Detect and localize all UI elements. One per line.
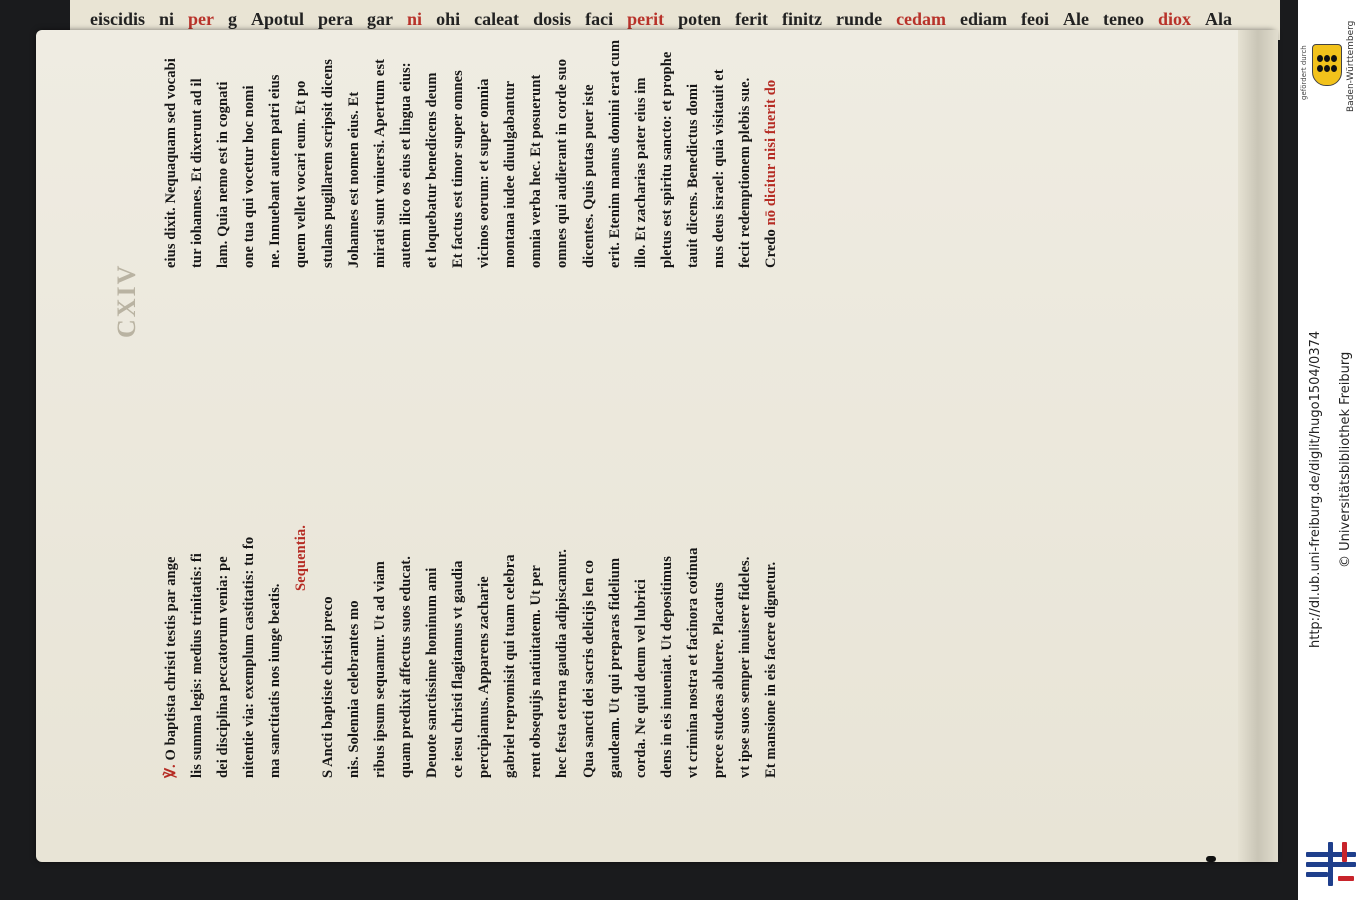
folio-number: CXIV [112, 263, 141, 338]
text-line: autem ilico os eius et lingua eius: [397, 62, 414, 268]
text-line: omnes qui audierant in corde suo [554, 58, 571, 268]
text-line: ma sanctitatis nos iunge beatis. [267, 583, 284, 778]
funding-state-label: Baden-Württemberg [1346, 20, 1356, 112]
funding-label: gefördert durch [1300, 45, 1308, 100]
previous-page-fragment: eiscidis [90, 9, 146, 29]
text-line: lam. Quia nemo est in cognati [215, 81, 232, 268]
previous-page-fragment: poten [678, 9, 722, 29]
text-line: nus deus israel: quia visitauit et [710, 69, 727, 268]
text-line: omnia verba hec. Et posuerunt [528, 74, 545, 268]
text-line: mirati sunt vniuersi. Apertum est [371, 58, 388, 268]
text-line: vicinos eorum: et super omnia [476, 78, 493, 268]
text-line: dei disciplina peccatorum venia: pe [215, 556, 232, 778]
copyright-text: © Universitätsbibliothek Freiburg [1338, 351, 1353, 568]
previous-page-fragment: Ale [1063, 9, 1090, 29]
text-line: stulans pugillarem scripsit dicens [319, 59, 336, 268]
text-line: dens in eis inueniat. Ut depositimus [658, 556, 675, 778]
text-line: prece studeas abluere. Placatus [710, 582, 727, 778]
text-line: ne. Innuebant autem patri eius [267, 74, 284, 268]
text-line: Et mansione in eis facere dignetur. [763, 561, 780, 778]
text-line: nitentie via: exemplum castitatis: tu fo [241, 536, 258, 778]
text-line: pletus est spiritu sancto: et prophe [658, 51, 675, 268]
text-line: eius dixit. Nequaquam sed vocabi [163, 58, 179, 268]
text-line: percipiamus. Apparens zacharie [476, 576, 493, 778]
text-line: illo. Et zacharias pater eius im [632, 77, 649, 268]
rubric-text: ℣. [163, 764, 179, 778]
text-line: Credo nō dicitur nisi fuerit do [763, 79, 780, 268]
text-line: ribus ipsum sequamur. Ut ad viam [371, 561, 388, 778]
rubric-text: Sequentia. [293, 525, 310, 591]
text-line: gabriel repromisit qui tuam celebra [502, 554, 519, 778]
previous-page-fragment: ediam [960, 9, 1008, 29]
text-line: corda. Ne quid deum vel lubrici [632, 579, 649, 778]
text-line: nis. Solennia celebrantes mo [345, 600, 362, 778]
rubric-text: nō dicitur nisi fuerit do [763, 79, 780, 226]
text-line: vt crimina nostra et facinora cotinua [684, 547, 701, 778]
previous-page-fragment: dosis [533, 9, 572, 29]
baden-wuerttemberg-crest-icon [1312, 44, 1342, 86]
previous-page-fragment: teneo [1103, 9, 1145, 29]
previous-page-fragment: gar [367, 9, 394, 29]
library-logo-icon [1306, 842, 1356, 886]
previous-page-fragment: perit [627, 9, 665, 29]
text-line: tauit dicens. Benedictus domi [684, 83, 701, 268]
text-line: Deuote sanctissime hominum ami [423, 567, 440, 778]
previous-page-fragment: ohi [436, 9, 461, 29]
text-line: one tua qui vocetur hoc nomi [241, 85, 258, 268]
text-line: lis summa legis: medius trinitatis: fi [189, 553, 206, 778]
previous-page-fragment: per [188, 9, 215, 29]
text-line: ce iesu christi flagitamus vt gaudia [450, 560, 467, 778]
page-gutter [1238, 30, 1278, 862]
previous-page-fragment: ni [159, 9, 175, 29]
rotated-text-block [112, 39, 1128, 778]
previous-page-fragment: ferit [735, 9, 769, 29]
text-line: montana iudee diuulgabantur [502, 80, 519, 268]
text-line: quem vellet vocari eum. Et po [293, 80, 310, 268]
text-line [288, 338, 314, 778]
text-line: Johannes est nomen eius. Et [345, 91, 362, 268]
text-line: vt ipse suos semper inuisere fideles. [737, 556, 754, 778]
text-line: S Ancti baptiste christi preco [319, 596, 336, 778]
text-line: Qua sancti dei sacris delicijs len co [580, 560, 597, 778]
text-line: tur iohannes. Et dixerunt ad il [189, 78, 206, 268]
previous-page-fragment: diox [1158, 9, 1192, 29]
previous-page-fragment: ni [407, 9, 423, 29]
text-line: quam predixit affectus suos educat. [397, 556, 414, 778]
text-line: Et factus est timor super omnes [450, 70, 467, 268]
page-mark [1206, 856, 1216, 862]
previous-page-fragment: Ala [1205, 9, 1233, 29]
previous-page-fragment: faci [585, 9, 614, 29]
previous-page-fragment: runde [836, 9, 883, 29]
previous-page-fragment: pera [318, 9, 354, 29]
text-line: rent obsequijs natiuitatem. Ut per [528, 565, 545, 778]
book-page [36, 30, 1276, 862]
text-column-right [158, 0, 784, 268]
text-column-left [158, 338, 784, 778]
text-line: dicentes. Quis putas puer iste [580, 84, 597, 268]
text-line: erit. Etenim manus domini erat cum [606, 39, 623, 268]
previous-page-fragment: Apotul [251, 9, 305, 29]
text-line: et loquebatur benedicens deum [423, 72, 440, 268]
previous-page-fragment: caleat [474, 9, 520, 29]
previous-page-fragment: finitz [782, 9, 823, 29]
text-line: ℣. O baptista christi testis par ange [163, 556, 179, 778]
previous-page-fragment: cedam [896, 9, 947, 29]
previous-page-fragment: g [228, 9, 238, 29]
permalink-url[interactable]: http://dl.ub.uni-freiburg.de/diglit/hugo1504/0374 [1308, 330, 1323, 648]
text-line: fecit redemptionem plebis sue. [737, 77, 754, 268]
text-line: gaudeam. Ut qui preparas fidelium [606, 557, 623, 778]
text-line: hec festa eterna gaudia adipiscamur. [554, 548, 571, 778]
previous-page-fragment: feoi [1021, 9, 1050, 29]
